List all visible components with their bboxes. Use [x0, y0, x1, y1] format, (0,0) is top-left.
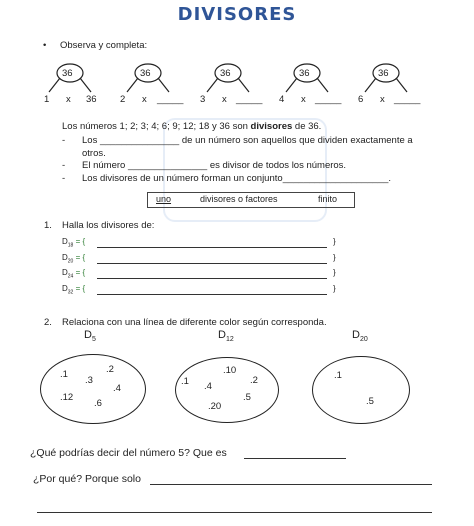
- dash-3: -: [62, 173, 66, 184]
- tree-root-4: 36: [299, 68, 310, 79]
- question-1: ¿Qué podrías decir del número 5? Que es: [30, 447, 227, 459]
- set-d12-point[interactable]: .5: [243, 392, 251, 403]
- pair-5-b: _____: [394, 94, 421, 105]
- word-uno: uno: [156, 194, 172, 204]
- tree-root-1: 36: [62, 68, 73, 79]
- set-d12-point[interactable]: .4: [204, 381, 212, 392]
- pair-4-a: 4: [279, 94, 285, 105]
- set-d20-point[interactable]: .1: [334, 370, 342, 381]
- question-2-answer-line[interactable]: [150, 484, 432, 485]
- instruction-bullet: •: [43, 40, 47, 51]
- set-label-d20: $D_{20}$: [352, 329, 368, 344]
- set-d5-point[interactable]: .12: [60, 392, 74, 403]
- pair-5-a: 6: [358, 94, 364, 105]
- ex1-answer-line-32[interactable]: [97, 294, 327, 295]
- set-circle-d5: [40, 354, 146, 424]
- pair-5-x: x: [380, 94, 385, 105]
- set-d12-point[interactable]: .10: [223, 365, 237, 376]
- word-finito: finito: [318, 194, 338, 204]
- set-d20-point[interactable]: .5: [366, 396, 374, 407]
- page-title: DIVISORES: [177, 4, 297, 25]
- para-bullet2: El número _______________ es divisor de todos los números.: [82, 160, 347, 171]
- ex1-close-24: }: [333, 268, 336, 277]
- para-line1: Los números 1; 2; 3; 4; 6; 9; 12; 18 y 36 son divisores de 36.: [62, 121, 322, 132]
- ex1-answer-line-24[interactable]: [97, 278, 327, 279]
- set-d12-point[interactable]: .1: [181, 376, 189, 387]
- ex1-close-18: }: [333, 237, 336, 246]
- ex1-row-20: $D_{20}$ = {: [62, 253, 86, 265]
- set-label-d5: $D_5$: [84, 329, 96, 344]
- set-d5-point[interactable]: .3: [85, 375, 93, 386]
- tree-root-3: 36: [220, 68, 231, 79]
- ex1-answer-line-18[interactable]: [97, 247, 327, 248]
- dash-2: -: [62, 160, 66, 171]
- ex1-number: 1.: [44, 220, 52, 231]
- ex1-close-32: }: [333, 284, 336, 293]
- set-d5-point[interactable]: .4: [113, 383, 121, 394]
- word-divisores-factores: divisores o factores: [200, 194, 278, 204]
- blank-2[interactable]: _______________: [127, 160, 208, 171]
- set-d5-point[interactable]: .1: [60, 369, 68, 380]
- pair-2-a: 2: [120, 94, 126, 105]
- set-d5-point[interactable]: .6: [94, 398, 102, 409]
- pair-3-a: 3: [200, 94, 206, 105]
- ex1-row-24: $D_{24}$ = {: [62, 268, 86, 280]
- pair-2-b: _____: [157, 94, 184, 105]
- para-bullet1-cont: otros.: [82, 148, 106, 159]
- ex1-text: Halla los divisores de:: [62, 220, 155, 231]
- para-bullet1: Los _______________ de un número son aquellos que dividen exactamente a: [82, 135, 413, 146]
- set-d12-point[interactable]: .20: [208, 401, 222, 412]
- ex1-answer-line-20[interactable]: [97, 263, 327, 264]
- ex1-close-20: }: [333, 253, 336, 262]
- question-1-answer-line[interactable]: [244, 458, 346, 459]
- pair-1-a: 1: [44, 94, 50, 105]
- pair-3-b: _____: [236, 94, 263, 105]
- set-label-d12: $D_{12}$: [218, 329, 234, 344]
- blank-1[interactable]: _______________: [99, 135, 180, 146]
- tree-root-5: 36: [378, 68, 389, 79]
- ex2-number: 2.: [44, 317, 52, 328]
- pair-1-b: 36: [86, 94, 97, 105]
- set-d5-point[interactable]: .2: [106, 364, 114, 375]
- ex1-row-18: $D_{18}$ = {: [62, 237, 86, 249]
- instruction-text: Observa y completa:: [60, 40, 148, 51]
- pair-4-b: _____: [315, 94, 342, 105]
- pair-1-x: x: [66, 94, 71, 105]
- set-circle-d20: [312, 356, 410, 424]
- answer-line-extra[interactable]: [37, 512, 432, 513]
- set-d12-point[interactable]: .2: [250, 375, 258, 386]
- word-bank-box: [147, 192, 355, 208]
- ex1-row-32: $D_{32}$ = {: [62, 284, 86, 296]
- ex2-text: Relaciona con una línea de diferente color según corresponda.: [62, 317, 327, 328]
- para-bullet3: Los divisores de un número forman un conjunto____________________.: [82, 173, 391, 184]
- question-2: ¿Por qué? Porque solo: [33, 473, 141, 485]
- pair-4-x: x: [301, 94, 306, 105]
- blank-3[interactable]: ____________________: [282, 173, 389, 184]
- tree-root-2: 36: [140, 68, 151, 79]
- dash-1: -: [62, 135, 66, 146]
- pair-3-x: x: [222, 94, 227, 105]
- pair-2-x: x: [142, 94, 147, 105]
